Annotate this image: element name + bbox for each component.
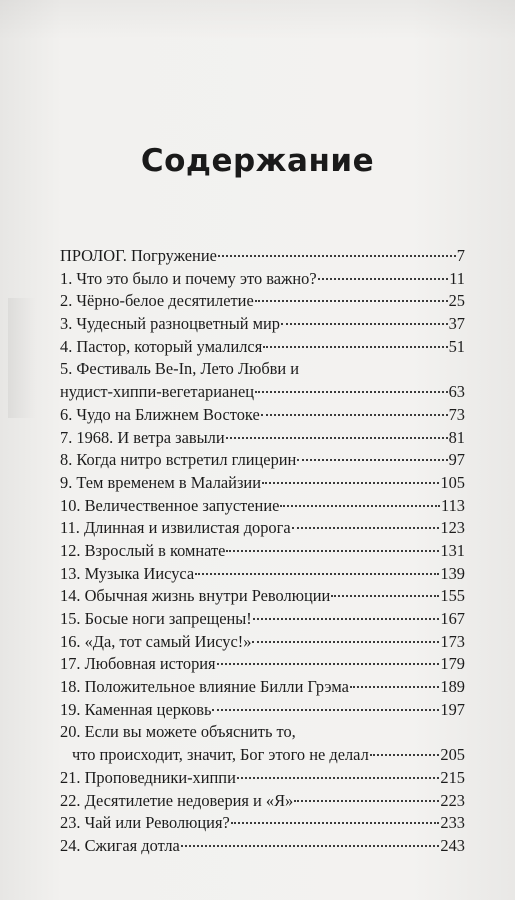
dot-leader [255, 391, 448, 393]
toc-page-number: 155 [440, 586, 465, 606]
toc-page-number: 11 [449, 268, 465, 288]
toc-entry-title: 14. Обычная жизнь внутри Революции [60, 586, 331, 606]
toc-entry-title: 20. Если вы можете объяснить то, [60, 722, 296, 742]
toc-entry [60, 563, 465, 586]
toc-entry-title: 24. Сжигая дотла [60, 835, 180, 855]
toc-page-number: 73 [448, 404, 465, 424]
dot-leader [181, 845, 440, 847]
toc-entry [60, 404, 465, 427]
toc-page-number: 97 [448, 450, 465, 470]
dot-leader [292, 527, 440, 529]
dot-leader [263, 346, 447, 348]
toc-entry-title: 12. Взрослый в комнате [60, 540, 226, 560]
dot-leader [294, 800, 439, 802]
toc-page-number: 139 [440, 563, 465, 583]
toc-entry [60, 540, 465, 563]
toc-entry-title: 15. Босые ноги запрещены! [60, 609, 252, 628]
toc-entry [60, 653, 465, 676]
toc-entry-title: 17. Любовная история [60, 654, 216, 674]
toc-entry [60, 790, 465, 813]
toc-page-number: 81 [448, 427, 465, 447]
toc-entry-title: 8. Когда нитро встретил глицерин [60, 450, 297, 470]
dot-leader [217, 663, 440, 665]
toc-entry [60, 721, 465, 744]
toc-page-number: 205 [440, 745, 465, 765]
toc-entry-title: 9. Тем временем в Малайзии [60, 472, 261, 492]
toc-entry [60, 585, 465, 608]
toc-entry-title: 11. Длинная и извилистая дорога [60, 518, 291, 538]
dot-leader [226, 550, 439, 552]
dot-leader [255, 300, 448, 302]
toc-entry [60, 290, 465, 313]
toc-entry-title: 16. «Да, тот самый Иисус!» [60, 631, 252, 651]
toc-entry-title: 2. Чёрно-белое десятилетие [60, 291, 254, 311]
toc-page-number: 233 [440, 813, 465, 833]
table-of-contents [60, 245, 465, 858]
toc-entry-continuation [60, 381, 465, 404]
dot-leader [331, 595, 439, 597]
toc-entry-title: 23. Чай или Революция? [60, 813, 230, 833]
dot-leader [253, 618, 440, 620]
toc-entry-continuation [60, 744, 465, 767]
dot-leader [281, 323, 448, 325]
toc-entry [60, 449, 465, 472]
toc-page-number: 197 [440, 699, 465, 719]
toc-entry [60, 608, 465, 631]
toc-entry-title: 5. Фестиваль Be-In, Лето Любви и [60, 359, 300, 379]
toc-entry-title: 18. Положительное влияние Билли Грэма [60, 677, 349, 697]
dot-leader [237, 777, 440, 779]
toc-page-number: 223 [440, 790, 465, 810]
toc-page-number: 215 [440, 767, 465, 787]
toc-entry [60, 631, 465, 654]
dot-leader [226, 437, 448, 439]
toc-page-number: 167 [440, 609, 465, 628]
toc-entry [60, 517, 465, 540]
toc-entry [60, 472, 465, 495]
toc-entry-title: 6. Чудо на Ближнем Востоке [60, 404, 260, 424]
toc-entry-title: 13. Музыка Иисуса [60, 563, 195, 583]
dot-leader [231, 822, 440, 824]
toc-page-number: 37 [448, 314, 465, 334]
toc-entry-title-continued: что происходит, значит, Бог этого не делал [72, 745, 369, 765]
dot-leader [350, 686, 439, 688]
toc-entry-title: 21. Проповедники-хиппи [60, 767, 236, 787]
toc-entry-title: 22. Десятилетие недоверия и «Я» [60, 790, 294, 810]
toc-entry [60, 495, 465, 518]
toc-page-number: 189 [440, 677, 465, 697]
toc-page-number: 7 [456, 246, 465, 265]
toc-entry [60, 812, 465, 835]
dot-leader [195, 573, 439, 575]
toc-page-number: 131 [440, 540, 465, 560]
dot-leader [261, 414, 448, 416]
toc-page-number: 51 [448, 336, 465, 356]
dot-leader [280, 505, 440, 507]
toc-page-number: 243 [440, 835, 465, 855]
page-title: Содержание [140, 143, 375, 179]
toc-entry-title: 4. Пастор, который умалился [60, 336, 263, 356]
bleed-through-left [8, 298, 36, 418]
dot-leader [252, 641, 439, 643]
dot-leader [212, 709, 439, 711]
toc-page-number: 113 [441, 495, 465, 515]
toc-page-number: 173 [440, 631, 465, 651]
toc-page-number: 105 [440, 472, 465, 492]
toc-entry-title: ПРОЛОГ. Погружение [60, 246, 217, 265]
toc-page-number: 123 [440, 518, 465, 538]
toc-entry-title: 1. Что это было и почему это важно? [60, 268, 317, 288]
toc-entry-title-continued: нудист-хиппи-вегетарианец [60, 382, 255, 402]
page-shadow [0, 0, 515, 40]
toc-entry [60, 767, 465, 790]
dot-leader [218, 255, 456, 257]
toc-entry-title: 7. 1968. И ветра завыли [60, 427, 225, 447]
toc-entry-title: 10. Величественное запустение [60, 495, 280, 515]
toc-entry [60, 699, 465, 722]
toc-entry [60, 358, 465, 381]
toc-page-number: 179 [440, 654, 465, 674]
toc-entry [60, 427, 465, 450]
toc-entry [60, 835, 465, 858]
toc-entry [60, 313, 465, 336]
toc-entry [60, 336, 465, 359]
toc-page-number: 63 [448, 382, 465, 402]
dot-leader [370, 754, 440, 756]
dot-leader [262, 482, 439, 484]
dot-leader [318, 278, 449, 280]
toc-entry-title: 3. Чудесный разноцветный мир [60, 314, 280, 334]
dot-leader [297, 459, 447, 461]
toc-page-number: 25 [448, 291, 465, 311]
toc-entry-title: 19. Каменная церковь [60, 699, 212, 719]
toc-entry [60, 268, 465, 291]
toc-entry [60, 245, 465, 268]
toc-entry [60, 676, 465, 699]
